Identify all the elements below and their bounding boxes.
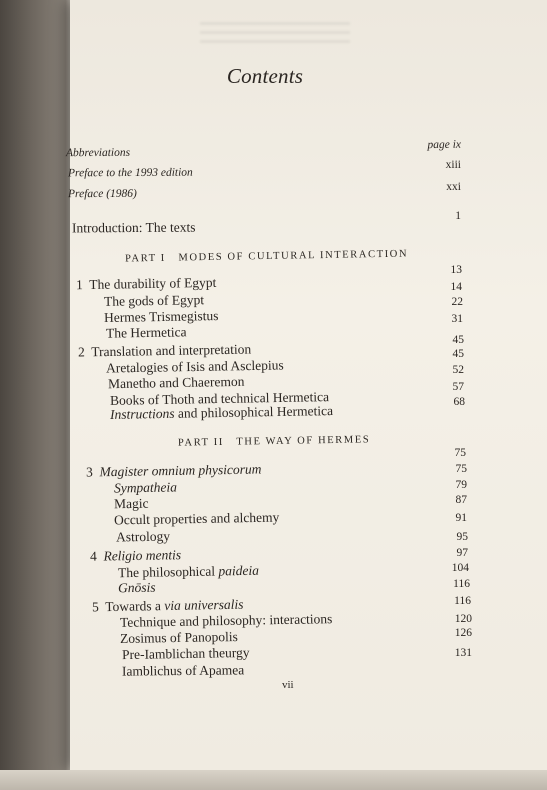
- section-iamblichus: Iamblichus of Apamea: [121, 662, 245, 679]
- section-the-hermetica: The Hermetica: [105, 324, 187, 341]
- page-title: Contents: [226, 64, 304, 88]
- section-gods-of-egypt-page: 22: [451, 296, 463, 308]
- chapter-1-title: 1 The durability of Egypt: [75, 274, 217, 293]
- show-through-text: [200, 22, 350, 46]
- section-aretalogies: Aretalogies of Isis and Asclepius: [105, 357, 284, 376]
- part-heading-2: PART II THE WAY OF HERMES: [177, 434, 371, 449]
- section-paideia: The philosophical paideia: [117, 562, 260, 581]
- section-occult-properties: Occult properties and alchemy: [113, 509, 280, 528]
- section-paideia-page: 104: [451, 562, 469, 574]
- section-technique-and-philosophy: Technique and philosophy: interactions: [119, 611, 333, 630]
- section-instructions: Instructions and philosophical Hermetica: [109, 403, 334, 422]
- chapter-5-title: 5 Towards a via universalis: [91, 596, 244, 615]
- section-gnosis-page: 116: [453, 578, 470, 590]
- page-edge: [0, 770, 547, 790]
- toc-page-abbreviations: page ix: [427, 138, 462, 152]
- toc-entry-abbreviations: Abbreviations: [65, 146, 131, 160]
- section-zosimus: Zosimus of Panopolis: [119, 628, 238, 647]
- chapter-3-title: 3 Magister omnium physicorum: [85, 461, 262, 480]
- section-occult-properties-page: 91: [455, 512, 467, 524]
- toc-page-part-2: 75: [454, 447, 466, 459]
- section-the-hermetica-page: 45: [452, 334, 464, 346]
- section-astrology: Astrology: [115, 528, 171, 545]
- toc-page-introduction: 1: [455, 210, 461, 222]
- chapter-1-page: 14: [450, 281, 462, 293]
- chapter-4-page: 97: [456, 547, 468, 559]
- section-astrology-page: 95: [456, 531, 468, 543]
- section-aretalogies-page: 52: [452, 364, 464, 376]
- section-gnosis: Gnōsis: [117, 579, 156, 596]
- toc-entry-introduction: Introduction: The texts: [71, 219, 196, 236]
- section-hermes-trismegistus-page: 31: [451, 313, 463, 325]
- chapter-4-title: 4 Religio mentis: [89, 547, 182, 564]
- section-sympatheia: Sympatheia: [113, 479, 178, 496]
- chapter-5-page: 116: [454, 595, 471, 607]
- toc-page-preface-1986: xxi: [446, 181, 461, 193]
- toc-page-preface-1993: xiii: [445, 159, 461, 171]
- section-books-of-thoth: Books of Thoth and technical Hermetica: [109, 389, 330, 408]
- page-number: vii: [282, 679, 294, 691]
- section-books-of-thoth-page: 68: [453, 396, 465, 408]
- section-pre-iamblichan-theurgy-page: 131: [454, 647, 472, 659]
- toc-entry-preface-1993: Preface to the 1993 edition: [67, 166, 193, 180]
- section-gods-of-egypt: The gods of Egypt: [103, 292, 205, 309]
- section-magic-page: 87: [455, 494, 467, 506]
- toc-page-part-1: 13: [450, 264, 462, 276]
- chapter-2-title: 2 Translation and interpretation: [77, 341, 252, 360]
- toc-entry-preface-1986: Preface (1986): [67, 187, 137, 201]
- chapter-2-page: 45: [452, 348, 464, 360]
- section-manetho: Manetho and Chaeremon: [107, 373, 245, 392]
- chapter-3-page: 75: [455, 463, 467, 475]
- section-hermes-trismegistus: Hermes Trismegistus: [103, 308, 219, 325]
- section-manetho-page: 57: [452, 381, 464, 393]
- section-pre-iamblichan-theurgy: Pre-Iamblichan theurgy: [121, 644, 250, 663]
- section-sympatheia-page: 79: [455, 479, 467, 491]
- part-heading-1: PART I MODES OF CULTURAL INTERACTION: [124, 248, 409, 265]
- section-zosimus-page: 126: [454, 627, 472, 639]
- section-magic: Magic: [113, 495, 149, 512]
- section-technique-and-philosophy-page: 120: [454, 613, 472, 625]
